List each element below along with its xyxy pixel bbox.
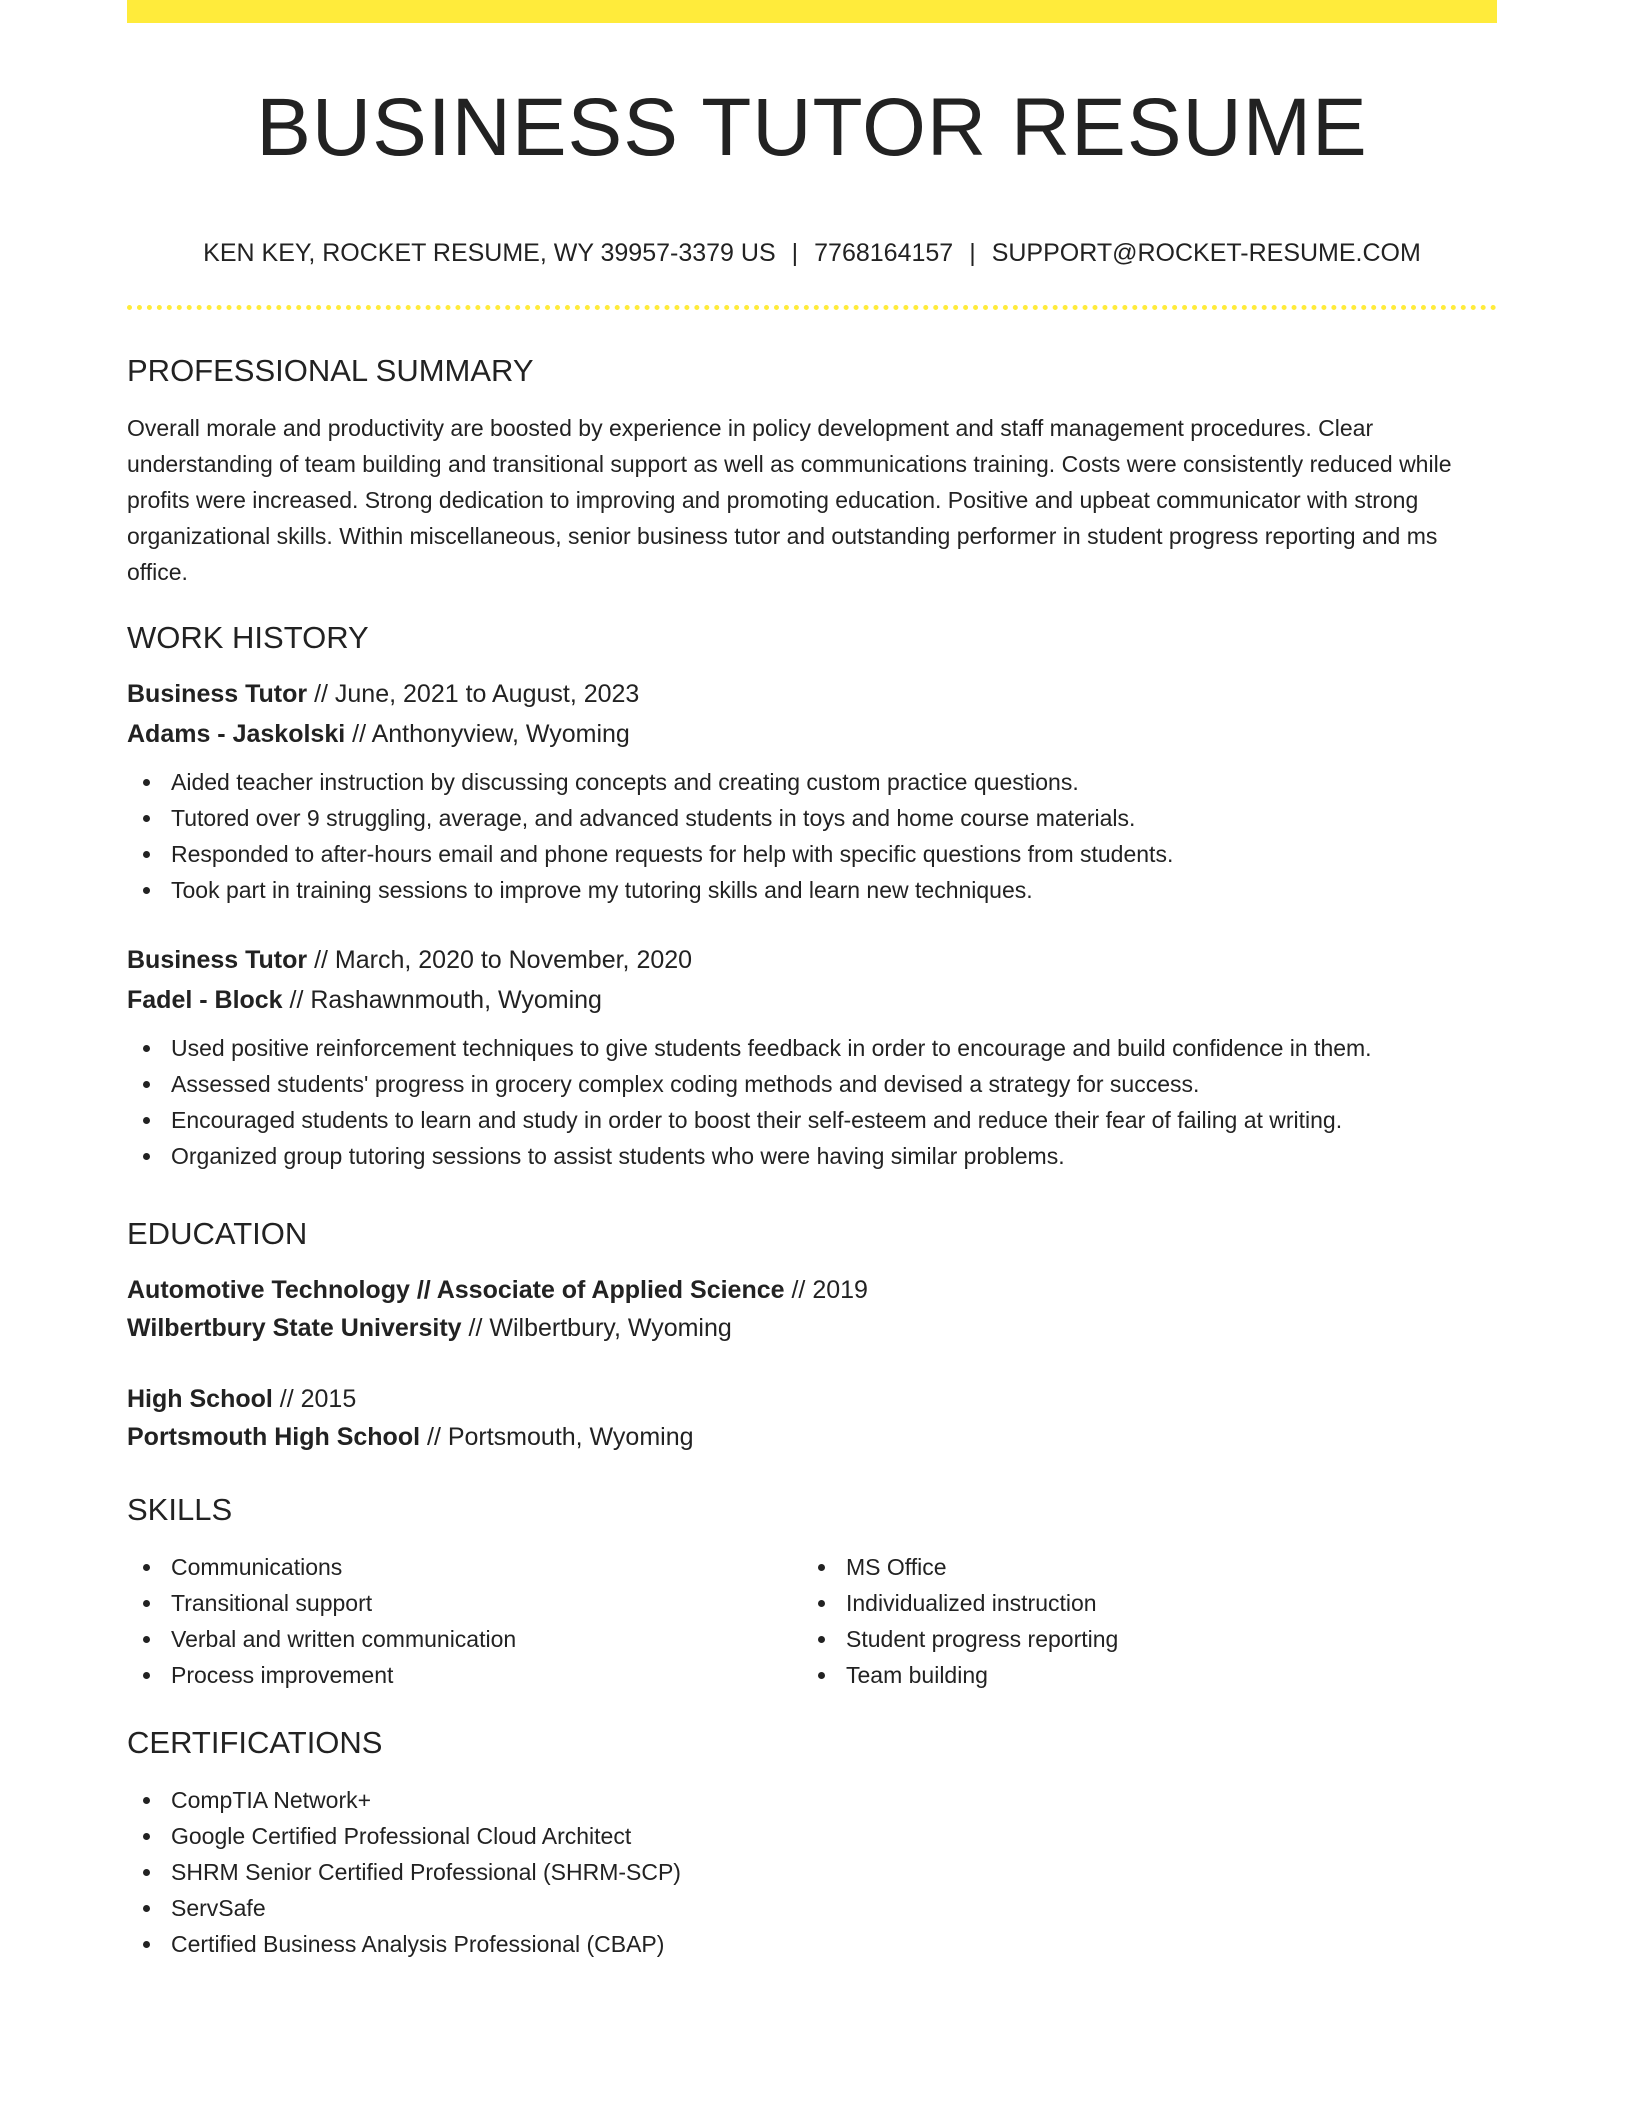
job-entry [127,674,1497,908]
section-title-education: EDUCATION [127,1216,308,1251]
job-bullet: Aided teacher instruction by discussing concepts and creating custom practice questions. [127,764,1497,800]
job-entry [127,940,1497,1174]
job-bullet: Took part in training sessions to improve my tutoring skills and learn new techniques. [127,872,1497,908]
certification-item: Google Certified Professional Cloud Architect [127,1818,1497,1854]
education-entry [127,1380,1497,1456]
contact-line [127,236,1497,270]
education-school-line [127,1418,1497,1456]
job-title-line [127,940,1497,980]
education-school: Wilbertbury State University [127,1314,462,1342]
skill-item: Communications [127,1549,802,1585]
certification-item: SHRM Senior Certified Professional (SHRM-SCP) [127,1854,1497,1890]
certification-item: CompTIA Network+ [127,1782,1497,1818]
job-location: // Rashawnmouth, Wyoming [282,986,602,1014]
contact-address: KEN KEY, ROCKET RESUME, WY 39957-3379 US [203,239,776,267]
resume-title: BUSINESS TUTOR RESUME [256,82,1368,173]
section-title-certifications: CERTIFICATIONS [127,1725,383,1760]
skill-item: Team building [802,1657,1477,1693]
contact-email: SUPPORT@ROCKET-RESUME.COM [991,239,1421,267]
job-bullets [127,764,1497,908]
education-location: // Wilbertbury, Wyoming [461,1314,732,1342]
education-school-line [127,1309,1497,1347]
section-title-work-history: WORK HISTORY [127,620,369,655]
job-bullet: Responded to after-hours email and phone requests for help with specific questions from students. [127,836,1497,872]
education-school: Portsmouth High School [127,1423,421,1451]
education-year: // 2019 [784,1276,868,1304]
job-company: Adams - Jaskolski [127,720,346,748]
job-company-line [127,980,1497,1020]
skills-section [127,1490,1497,1693]
skill-item: Transitional support [127,1585,802,1621]
skills-list-right [802,1549,1477,1693]
contact-separator: | [969,239,976,267]
work-history-section [127,618,1497,1174]
certifications-list [127,1782,1497,1962]
job-location: // Anthonyview, Wyoming [345,720,630,748]
job-bullet: Organized group tutoring sessions to assist students who were having similar problems. [127,1138,1497,1174]
job-dates: // June, 2021 to August, 2023 [307,680,640,708]
education-year: // 2015 [272,1385,357,1413]
job-company: Fadel - Block [127,986,283,1014]
job-bullets [127,1030,1497,1174]
job-bullet: Encouraged students to learn and study in order to boost their self-esteem and reduce their fear of failing at writing. [127,1102,1497,1138]
job-bullet: Tutored over 9 struggling, average, and advanced students in toys and home course materials. [127,800,1497,836]
job-bullet: Used positive reinforcement techniques to give students feedback in order to encourage and build confidence in them. [127,1030,1497,1066]
skill-item: Process improvement [127,1657,802,1693]
certification-item: Certified Business Analysis Professional (CBAP) [127,1926,1497,1962]
skill-item: Verbal and written communication [127,1621,802,1657]
section-title-skills: SKILLS [127,1492,233,1527]
education-degree: High School [127,1385,273,1413]
job-role: Business Tutor [127,946,308,974]
section-title-summary: PROFESSIONAL SUMMARY [127,353,534,388]
skills-columns [127,1549,1497,1693]
job-title-line [127,674,1497,714]
contact-separator: | [791,239,799,267]
summary-section [127,351,1497,590]
skill-item: Individualized instruction [802,1585,1477,1621]
summary-text: Overall morale and productivity are boosted by experience in policy development and staff management procedures. Clear understanding of team building and transitional support as well as communications training. Costs were consistently reduced while profits were increased. Strong dedication to improving and promoting education. Positive and upbeat communicator with strong organizational skills. Within miscellaneous, senior business tutor and outstanding performer in student progress reporting and ms office. [127,415,1452,585]
job-company-line [127,714,1497,754]
accent-top-bar [127,0,1497,23]
education-entry [127,1271,1497,1347]
job-role: Business Tutor [127,680,308,708]
education-degree: Automotive Technology // Associate of Applied Science [127,1276,785,1304]
education-section [127,1214,1497,1456]
job-bullet: Assessed students' progress in grocery complex coding methods and devised a strategy for success. [127,1066,1497,1102]
job-dates: // March, 2020 to November, 2020 [307,946,693,974]
education-location: // Portsmouth, Wyoming [420,1423,694,1451]
certifications-section [127,1723,1497,1962]
skill-item: Student progress reporting [802,1621,1477,1657]
skills-list-left [127,1549,802,1693]
skill-item: MS Office [802,1549,1477,1585]
dotted-divider [127,305,1497,310]
education-degree-line [127,1380,1497,1418]
contact-phone: 7768164157 [814,239,954,267]
education-degree-line [127,1271,1497,1309]
certification-item: ServSafe [127,1890,1497,1926]
